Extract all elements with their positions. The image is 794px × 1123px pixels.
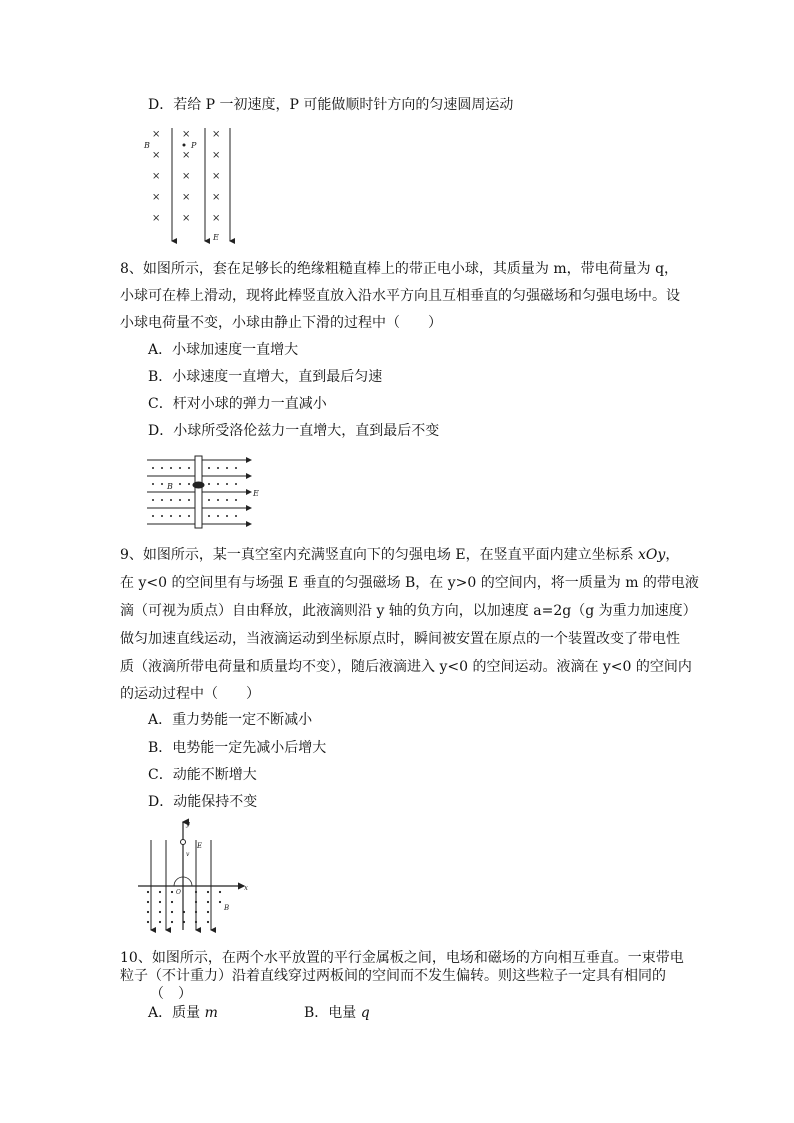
q9-option-c: C．动能不断增大 (148, 767, 257, 783)
particle-p (183, 144, 186, 147)
q10-option-a: A．质量 m (148, 1005, 218, 1021)
svg-text:×: × (152, 171, 161, 182)
label-e: E (253, 489, 259, 498)
label-b: B (167, 482, 173, 491)
svg-text:×: × (152, 192, 161, 203)
svg-text:×: × (212, 171, 221, 182)
svg-text:×: × (182, 213, 191, 224)
q9-stem-line1: 9、如图所示，某一真空室内充满竖直向下的匀强电场 E，在竖直平面内建立坐标系 xOy， (120, 547, 680, 563)
b-field-dots (147, 891, 221, 923)
q9-option-b: B．电势能一定先减小后增大 (148, 740, 327, 756)
svg-text:×: × (152, 213, 161, 224)
svg-text:×: × (182, 171, 191, 182)
q8-option-a: A．小球加速度一直增大 (148, 342, 299, 358)
label-b: B (144, 141, 150, 150)
q9-stem-line3: 滴（可视为质点）自由释放，此液滴则沿 y 轴的负方向，以加速度 a=2g（g 为重力加速度） (120, 603, 697, 619)
q9-stem-line6: 的运动过程中（ ） (120, 686, 260, 702)
q9-stem-line4: 做匀加速直线运动，当液滴运动到坐标原点时，瞬间被安置在原点的一个装置改变了带电性 (120, 631, 680, 647)
q8-figure (143, 455, 268, 534)
q7-figure (140, 126, 240, 250)
q8-option-d: D．小球所受洛伦兹力一直增大，直到最后不变 (148, 423, 440, 439)
q9-option-d: D．动能保持不变 (148, 794, 258, 810)
svg-text:×: × (182, 129, 191, 140)
q8-stem-line3: 小球电荷量不变，小球由静止下滑的过程中（ ） (120, 315, 442, 331)
svg-text:×: × (212, 129, 221, 140)
label-e: E (197, 842, 203, 850)
charged-ball (193, 482, 205, 489)
q10-option-b: B．电量 q (304, 1005, 370, 1021)
e-field-lines (151, 840, 211, 930)
label-p: P (191, 141, 197, 150)
label-x: x (244, 884, 248, 892)
q10-stem-line3: （ ） (150, 986, 192, 1002)
q8-field-diagram (143, 455, 268, 530)
svg-text:×: × (152, 129, 161, 140)
svg-text:×: × (212, 192, 221, 203)
q7-field-diagram (140, 126, 240, 246)
svg-text:×: × (182, 150, 191, 161)
droplet (181, 840, 186, 845)
svg-text:×: × (182, 192, 191, 203)
b-field-crosses (152, 129, 220, 224)
q8-option-b: B．小球速度一直增大，直到最后匀速 (148, 369, 383, 385)
svg-text:×: × (212, 150, 221, 161)
svg-text:×: × (212, 213, 221, 224)
q10-stem-line2: 粒子（不计重力）沿着直线穿过两板间的空间而不发生偏转。则这些粒子一定具有相同的 (120, 968, 666, 984)
q8-stem-line2: 小球可在棒上滑动，现将此棒竖直放入沿水平方向且互相垂直的匀强磁场和匀强电场中。设 (120, 288, 680, 304)
coordinate-system-symbol: xOy (638, 547, 666, 563)
q7-option-d: D．若给 P 一初速度，P 可能做顺时针方向的匀速圆周运动 (148, 97, 514, 113)
label-b: B (224, 904, 230, 912)
label-o: O (176, 889, 181, 896)
q9-stem-line5: 质（液滴所带电荷量和质量均不变），随后液滴进入 y<0 的空间运动。液滴在 y<0 的空间内 (120, 659, 692, 675)
q10-stem-line1: 10、如图所示，在两个水平放置的平行金属板之间，电场和磁场的方向相互垂直。一束带电 (120, 950, 684, 966)
q9-stem-line2: 在 y<0 的空间里有与场强 E 垂直的匀强磁场 B，在 y>0 的空间内，将一质量为 m 的带电液 (120, 575, 699, 591)
insulating-rod (195, 456, 202, 528)
q8-stem-line1: 8、如图所示，套在足够长的绝缘粗糙直棒上的带正电小球，其质量为 m，带电荷量为 q， (120, 261, 679, 277)
label-v: v (186, 851, 190, 858)
q8-option-c: C．杆对小球的弹力一直减小 (148, 396, 327, 412)
q9-option-a: A．重力势能一定不断减小 (148, 712, 313, 728)
q9-field-diagram (136, 818, 256, 933)
label-y: y (186, 820, 190, 828)
svg-text:×: × (152, 150, 161, 161)
q9-figure (136, 818, 256, 937)
label-e: E (213, 233, 219, 242)
